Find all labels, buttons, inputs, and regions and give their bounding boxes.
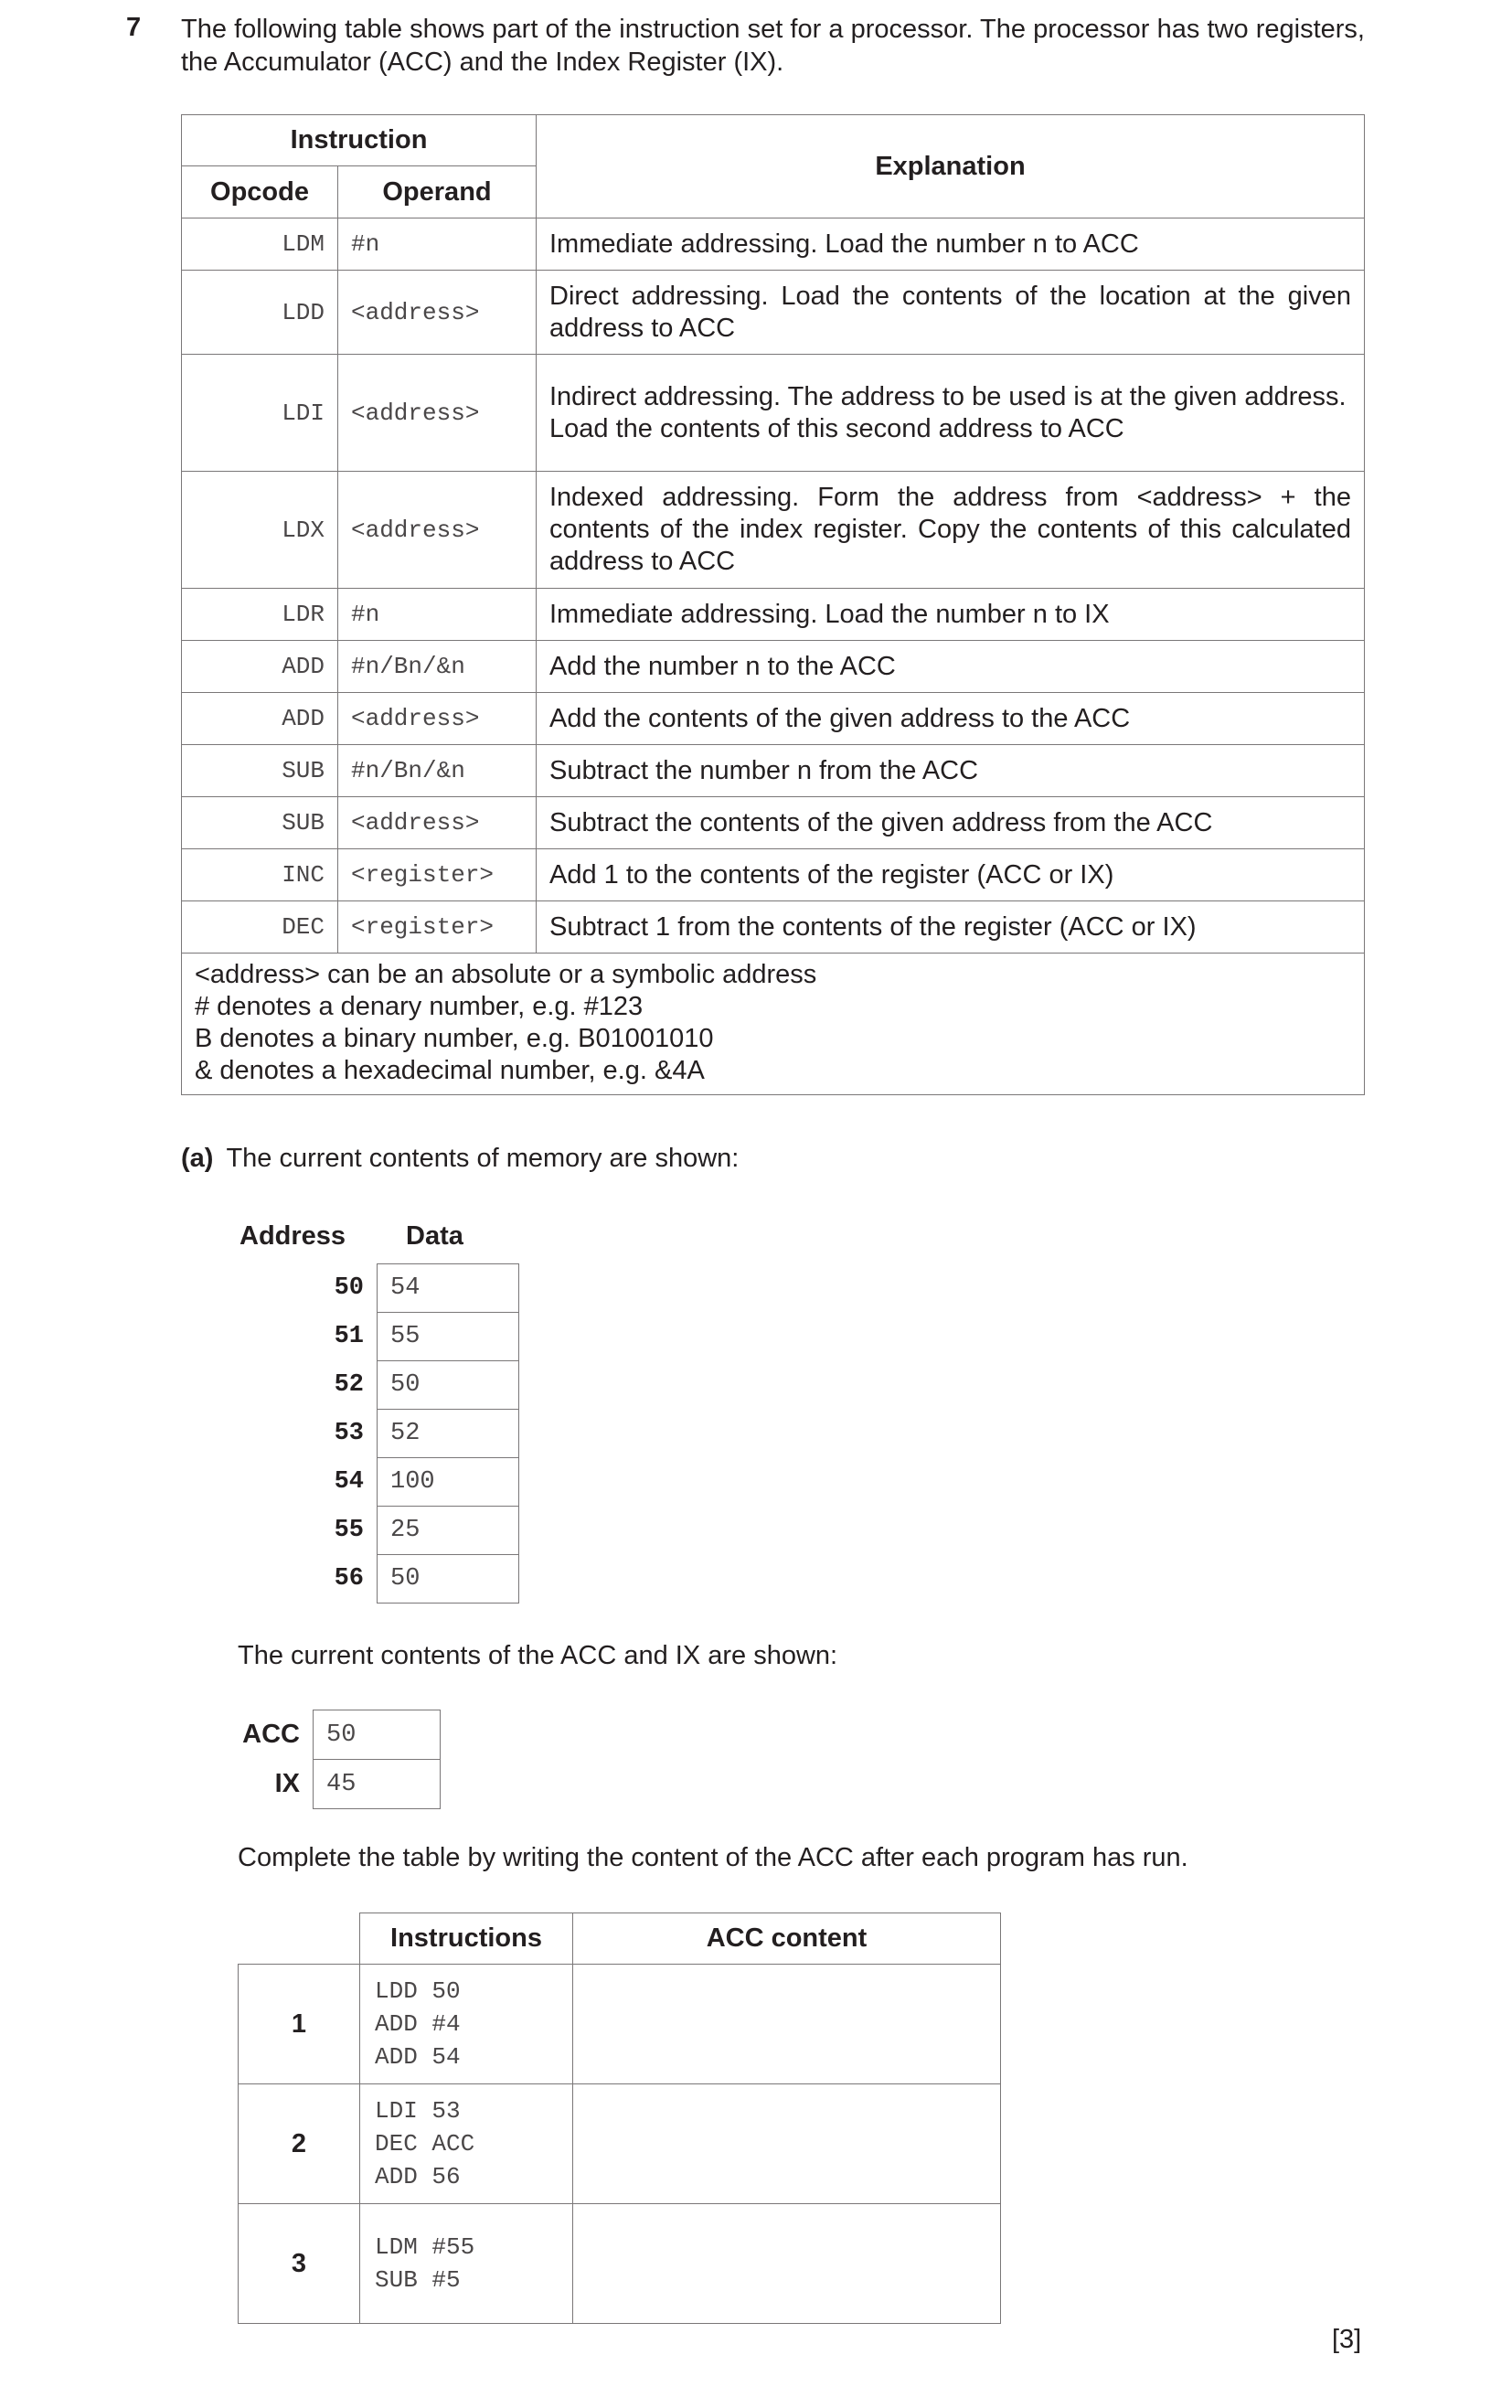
operand-cell: <address> [338,472,537,589]
notes-cell [182,954,1365,1095]
memory-table [227,1263,519,1604]
program-number: 3 [239,2204,360,2324]
blank-header [239,1913,360,1965]
memory-data: 50 [378,1361,519,1410]
memory-row [227,1361,519,1410]
opcode-cell: LDR [182,589,338,641]
opcode-cell: ADD [182,693,338,745]
operand-cell: #n/Bn/&n [338,641,537,693]
memory-row [227,1507,519,1555]
acc-answer-cell[interactable] [573,2204,1001,2324]
operand-cell: #n [338,218,537,271]
instruction-row [182,472,1365,589]
explanation-cell: Indexed addressing. Form the address from <address> + the contents of the index register. Copy the contents of this calculated address to ACC [537,472,1365,589]
memory-row [227,1410,519,1458]
program-code: LDD 50 ADD #4 ADD 54 [360,1965,573,2084]
explanation-cell: Subtract the number n from the ACC [537,745,1365,797]
opcode-cell: DEC [182,901,338,954]
memory-address: 56 [334,1565,364,1593]
part-a-label: (a) [181,1144,214,1173]
instruction-row [182,641,1365,693]
operand-cell: <address> [338,797,537,849]
register-name: IX [274,1769,300,1798]
question-number: 7 [126,13,142,42]
data-header: Data [406,1221,463,1251]
explanation-cell: Add the contents of the given address to the ACC [537,693,1365,745]
memory-address: 54 [334,1468,364,1496]
memory-data: 55 [378,1313,519,1361]
acc-answer-cell[interactable] [573,1965,1001,2084]
notes-row [182,954,1365,1095]
operand-cell: <address> [338,355,537,472]
program-code: LDI 53 DEC ACC ADD 56 [360,2084,573,2204]
operand-cell: <register> [338,901,537,954]
memory-data: 25 [378,1507,519,1555]
explanation-cell: Subtract 1 from the contents of the register (ACC or IX) [537,901,1365,954]
instruction-row [182,271,1365,355]
explanation-cell: Add 1 to the contents of the register (ACC or IX) [537,849,1365,901]
marks-label: [3] [1332,2325,1362,2354]
memory-address: 55 [334,1517,364,1544]
note-line: # denotes a denary number, e.g. #123 [195,992,644,1021]
operand-cell: <address> [338,271,537,355]
explanation-header: Explanation [537,115,1365,218]
complete-table-caption: Complete the table by writing the content of the ACC after each program has run. [238,1843,1188,1872]
program-row [239,2084,1001,2204]
instruction-row [182,589,1365,641]
register-value: 50 [314,1710,441,1760]
explanation-cell: Immediate addressing. Load the number n to ACC [537,218,1365,271]
memory-row [227,1264,519,1313]
register-value: 45 [314,1760,441,1809]
opcode-cell: SUB [182,745,338,797]
opcode-cell: INC [182,849,338,901]
memory-address: 52 [334,1371,364,1399]
program-number: 1 [239,1965,360,2084]
register-row [227,1710,441,1760]
opcode-header: Opcode [182,166,338,218]
explanation-cell: Add the number n to the ACC [537,641,1365,693]
opcode-cell: ADD [182,641,338,693]
memory-data: 100 [378,1458,519,1507]
register-name: ACC [242,1720,300,1749]
explanation-cell [537,355,1365,472]
program-number: 2 [239,2084,360,2204]
instruction-row [182,797,1365,849]
opcode-cell: LDI [182,355,338,472]
memory-row [227,1313,519,1361]
memory-row [227,1555,519,1604]
operand-cell: #n/Bn/&n [338,745,537,797]
opcode-cell: SUB [182,797,338,849]
program-answer-table [238,1913,1001,2324]
instruction-row [182,693,1365,745]
program-row [239,2204,1001,2324]
memory-address: 53 [334,1420,364,1447]
memory-address: 50 [334,1274,364,1302]
address-header: Address [240,1221,346,1251]
explanation-line: Load the contents of this second address to ACC [549,413,1124,443]
instruction-row [182,849,1365,901]
part-a-prompt [181,1144,739,1174]
operand-header: Operand [338,166,537,218]
explanation-cell: Subtract the contents of the given address from the ACC [537,797,1365,849]
instruction-row [182,901,1365,954]
memory-address: 51 [334,1323,364,1350]
memory-row [227,1458,519,1507]
instruction-row [182,745,1365,797]
operand-cell: <address> [338,693,537,745]
program-row [239,1965,1001,2084]
acc-content-header: ACC content [573,1913,1001,1965]
note-line: B denotes a binary number, e.g. B01001010 [195,1024,714,1053]
operand-cell: #n [338,589,537,641]
explanation-cell: Direct addressing. Load the contents of the location at the given address to ACC [537,271,1365,355]
memory-data: 54 [378,1264,519,1313]
registers-caption: The current contents of the ACC and IX are shown: [238,1641,838,1670]
part-a-text: The current contents of memory are shown: [226,1144,740,1173]
opcode-cell: LDD [182,271,338,355]
opcode-cell: LDM [182,218,338,271]
note-line: <address> can be an absolute or a symbolic address [195,960,817,989]
question-intro: The following table shows part of the instruction set for a processor. The processor has two registers, the Accumulator (ACC) and the Index Register (IX). [181,15,1365,77]
program-code: LDM #55 SUB #5 [360,2204,573,2324]
instructions-header: Instructions [360,1913,573,1965]
acc-answer-cell[interactable] [573,2084,1001,2204]
explanation-cell: Immediate addressing. Load the number n to IX [537,589,1365,641]
instruction-header: Instruction [182,115,537,166]
note-line: & denotes a hexadecimal number, e.g. &4A [195,1056,705,1085]
register-row [227,1760,441,1809]
registers-table [227,1710,441,1809]
instruction-row [182,218,1365,271]
instruction-row [182,355,1365,472]
instruction-set-table [181,114,1365,1095]
operand-cell: <register> [338,849,537,901]
memory-data: 50 [378,1555,519,1604]
explanation-line: Indirect addressing. The address to be used is at the given address. [549,381,1347,411]
opcode-cell: LDX [182,472,338,589]
memory-data: 52 [378,1410,519,1458]
